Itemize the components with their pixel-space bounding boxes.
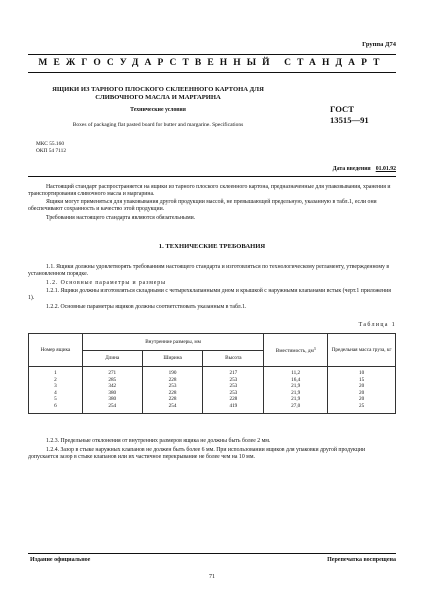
gost-label: ГОСТ — [330, 104, 354, 114]
clause-1-2: 1.2. Основные параметры и размеры — [46, 280, 166, 286]
row-6-length: 254 — [108, 402, 117, 409]
header-inner-dimensions: Внутренние размеры, мм — [82, 334, 263, 351]
row-2-mass: 15 — [358, 376, 365, 383]
row-3-number: 3 — [54, 383, 57, 390]
date-rule — [28, 176, 396, 177]
row-4-height: 253 — [229, 389, 238, 396]
row-3-length: 342 — [108, 383, 117, 390]
page-number: 71 — [209, 574, 215, 580]
cell-height — [203, 367, 264, 414]
clause-1-2-2: 1.2.2. Основные параметры ящиков должны соответствовать указанным в табл.1. — [46, 304, 247, 310]
header-capacity-sup: 3 — [313, 346, 316, 351]
gost-number: 13515—91 — [330, 114, 369, 125]
english-title: Boxes of packaging flat pasted board for butter and margarine. Specifications — [72, 122, 244, 128]
header-number: Номер ящика — [29, 334, 83, 367]
date-label: Дата введения — [332, 166, 371, 172]
row-6-height: 419 — [229, 402, 238, 409]
row-1-number: 1 — [54, 370, 57, 376]
row-5-length: 380 — [108, 396, 117, 403]
row-2-width: 228 — [168, 376, 177, 383]
intro-paragraph-3: Требования настоящего стандарта являются обязательными. — [46, 215, 196, 221]
cell-width — [142, 367, 203, 414]
clause-1-2-3: 1.2.3. Предельные отклонения от внутренних размеров ящика не должны быть более 2 мм. — [46, 438, 271, 444]
cell-capacity — [264, 367, 328, 414]
row-4-number: 4 — [54, 389, 57, 396]
banner-rule — [28, 72, 396, 73]
top-rule — [28, 54, 396, 55]
row-2-number: 2 — [54, 376, 57, 383]
row-1-length: 271 — [108, 370, 117, 376]
row-5-height: 228 — [229, 396, 238, 403]
row-6-width: 254 — [168, 402, 177, 409]
official-edition: Издание официальное — [30, 557, 91, 563]
header-length: Длина — [82, 351, 142, 367]
section-heading: 1. ТЕХНИЧЕСКИЕ ТРЕБОВАНИЯ — [158, 243, 266, 250]
row-6-number: 6 — [54, 402, 57, 409]
standard-banner: МЕЖГОСУДАРСТВЕННЫЙ СТАНДАРТ — [38, 58, 386, 68]
footer-rule — [28, 553, 396, 554]
row-3-capacity: 21,9 — [291, 383, 301, 390]
row-4-width: 228 — [168, 389, 177, 396]
row-4-mass: 20 — [358, 389, 365, 396]
okp-code: ОКП 54 7112 — [36, 148, 67, 154]
cell-length — [82, 367, 142, 414]
mks-code: МКС 55.160 — [36, 141, 65, 147]
gost-designation — [330, 104, 369, 125]
row-1-width: 190 — [168, 370, 177, 376]
reprint-prohibited: Перепечатка воспрещена — [327, 557, 396, 563]
document-subtitle: Технические условия — [130, 107, 186, 113]
classification-codes — [36, 141, 66, 155]
cell-mass — [328, 367, 396, 414]
clause-1-1: 1.1. Ящики должны удовлетворять требованиям настоящего стандарта и изготовляться по технологическому регламенту, утвержденному в установленном порядке. — [28, 264, 390, 278]
row-5-number: 5 — [54, 396, 57, 403]
header-capacity-text: Вместимость, дм — [275, 347, 314, 354]
table-row — [29, 367, 396, 414]
row-1-capacity: 11,2 — [291, 370, 301, 376]
header-width: Ширина — [142, 351, 203, 367]
row-1-mass: 10 — [358, 370, 365, 376]
row-3-width: 253 — [168, 383, 177, 390]
header-capacity — [264, 334, 328, 367]
row-4-capacity: 21,9 — [291, 389, 301, 396]
row-3-height: 253 — [229, 383, 238, 390]
row-5-mass: 20 — [358, 396, 365, 403]
cell-number — [29, 367, 83, 414]
document-title: ЯЩИКИ ИЗ ТАРНОГО ПЛОСКОГО СКЛЕЕННОГО КАРТОНА ДЛЯ СЛИВОЧНОГО МАСЛА И МАРГАРИНА — [52, 86, 264, 101]
row-6-capacity: 27,0 — [291, 402, 301, 409]
intro-paragraph-2: Ящики могут применяться для упаковывания другой продукции массой, не превышающей предельную, указанную в табл.1, если они обеспечивают сохранность и качество этой продукции. — [28, 199, 377, 213]
header-height: Высота — [203, 351, 264, 367]
row-5-width: 228 — [168, 396, 177, 403]
header-max-mass: Предельная масса груза, кг — [328, 334, 396, 367]
date-value: 01.01.92 — [375, 166, 396, 172]
row-4-length: 380 — [108, 389, 117, 396]
row-5-capacity: 21,9 — [291, 396, 301, 403]
row-6-mass: 25 — [358, 402, 365, 409]
introduction-date — [333, 166, 396, 172]
row-1-height: 217 — [229, 370, 238, 376]
row-3-mass: 20 — [358, 383, 365, 390]
clause-1-2-4: 1.2.4. Зазор в стыке наружных клапанов не должен быть более 6 мм. При использовании ящиков для упаковки другой продукции допускается зазор в стыке клапанов или их частичное перекрывание не более чем на 10 мм. — [28, 447, 366, 461]
group-code: Группа Д74 — [362, 41, 396, 48]
table-caption: Таблица 1 — [358, 322, 396, 328]
clause-1-2-1: 1.2.1. Ящики должны изготовляться складными с четырехклапанными дном и крышкой с наружными клапанами встык (черт.1 приложения 1). — [28, 288, 391, 302]
parameters-table — [28, 333, 396, 414]
intro-paragraph-1: Настоящий стандарт распространяется на ящики из тарного плоского склеенного картона, предназначенные для упаковывания, хранения и транспортирования сливочного масла и маргарина. — [28, 184, 391, 198]
row-2-capacity: 16,4 — [291, 376, 301, 383]
row-2-height: 253 — [229, 376, 238, 383]
row-2-length: 285 — [108, 376, 117, 383]
